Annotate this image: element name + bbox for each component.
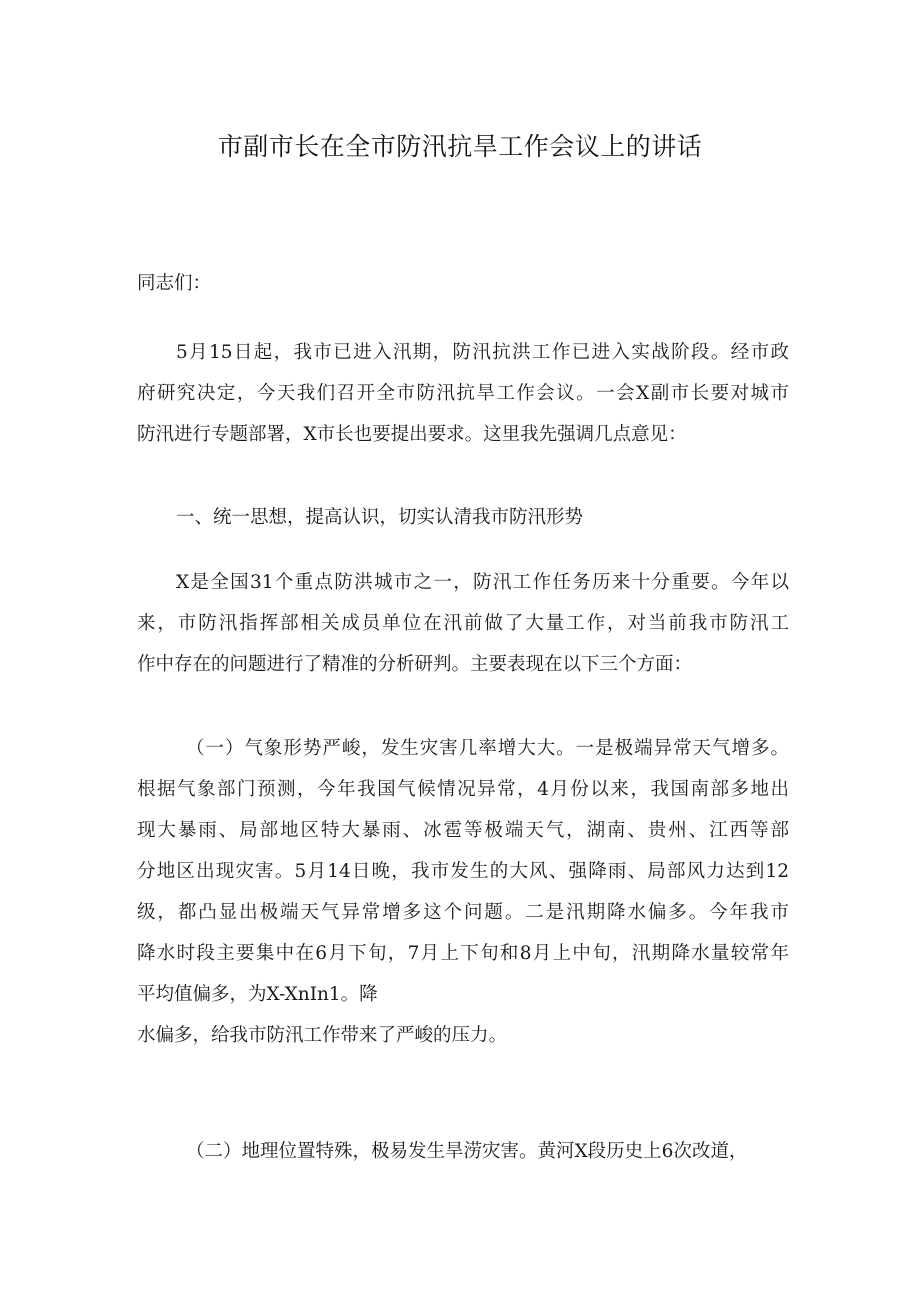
paragraph-line: （二）地理位置特殊，极易发生旱涝灾害。黄河X段历史上6次改道， <box>186 1141 748 1162</box>
paragraph-line: 5月15日起，我市已进入汛期，防汛抗洪工作已进入实战阶段。经市政 <box>176 342 789 363</box>
paragraph-line: 平均值偏多，为X-XnIn1。降 <box>137 984 378 1005</box>
paragraph-line: 现大暴雨、局部地区特大暴雨、冰雹等极端天气，湖南、贵州、江西等部 <box>137 820 789 841</box>
paragraph-line: 来，市防汛指挥部相关成员单位在汛前做了大量工作，对当前我市防汛工 <box>137 613 789 634</box>
paragraph-line: 府研究决定，今天我们召开全市防汛抗旱工作会议。一会X副市长要对城市 <box>137 383 789 404</box>
salutation: 同志们： <box>137 273 212 294</box>
paragraph-line: 作中存在的问题进行了精准的分析研判。主要表现在以下三个方面： <box>137 654 693 675</box>
document-title: 市副市长在全市防汛抗旱工作会议上的讲话 <box>217 132 703 161</box>
paragraph-line: 根据气象部门预测，今年我国气候情况异常，4月份以来，我国南部多地出 <box>137 779 789 800</box>
paragraph-line: 分地区出现灾害。5月14日晚，我市发生的大风、强降雨、局部风力达到12 <box>137 861 789 882</box>
paragraph-line: X是全国31个重点防洪城市之一，防汛工作任务历来十分重要。今年以 <box>176 572 789 593</box>
paragraph-line: （一）气象形势严峻，发生灾害几率增大大。一是极端异常天气增多。 <box>186 738 789 759</box>
paragraph-line: 级，都凸显出极端天气异常增多这个问题。二是汛期降水偏多。今年我市 <box>137 902 789 923</box>
paragraph-geography <box>137 1131 789 1172</box>
section-heading-1: 一、统一思想，提高认识，切实认清我市防汛形势 <box>176 507 584 528</box>
paragraph-overview <box>137 562 789 685</box>
paragraph-line: 防汛进行专题部署，X市长也要提出要求。这里我先强调几点意见： <box>137 424 687 445</box>
paragraph-line: 水偏多，给我市防汛工作带来了严峻的压力。 <box>137 1025 508 1046</box>
paragraph-weather <box>137 728 789 1056</box>
paragraph-intro <box>137 332 789 455</box>
paragraph-line: 降水时段主要集中在6月下旬，7月上下旬和8月上中旬，汛期降水量较常年 <box>137 943 789 964</box>
